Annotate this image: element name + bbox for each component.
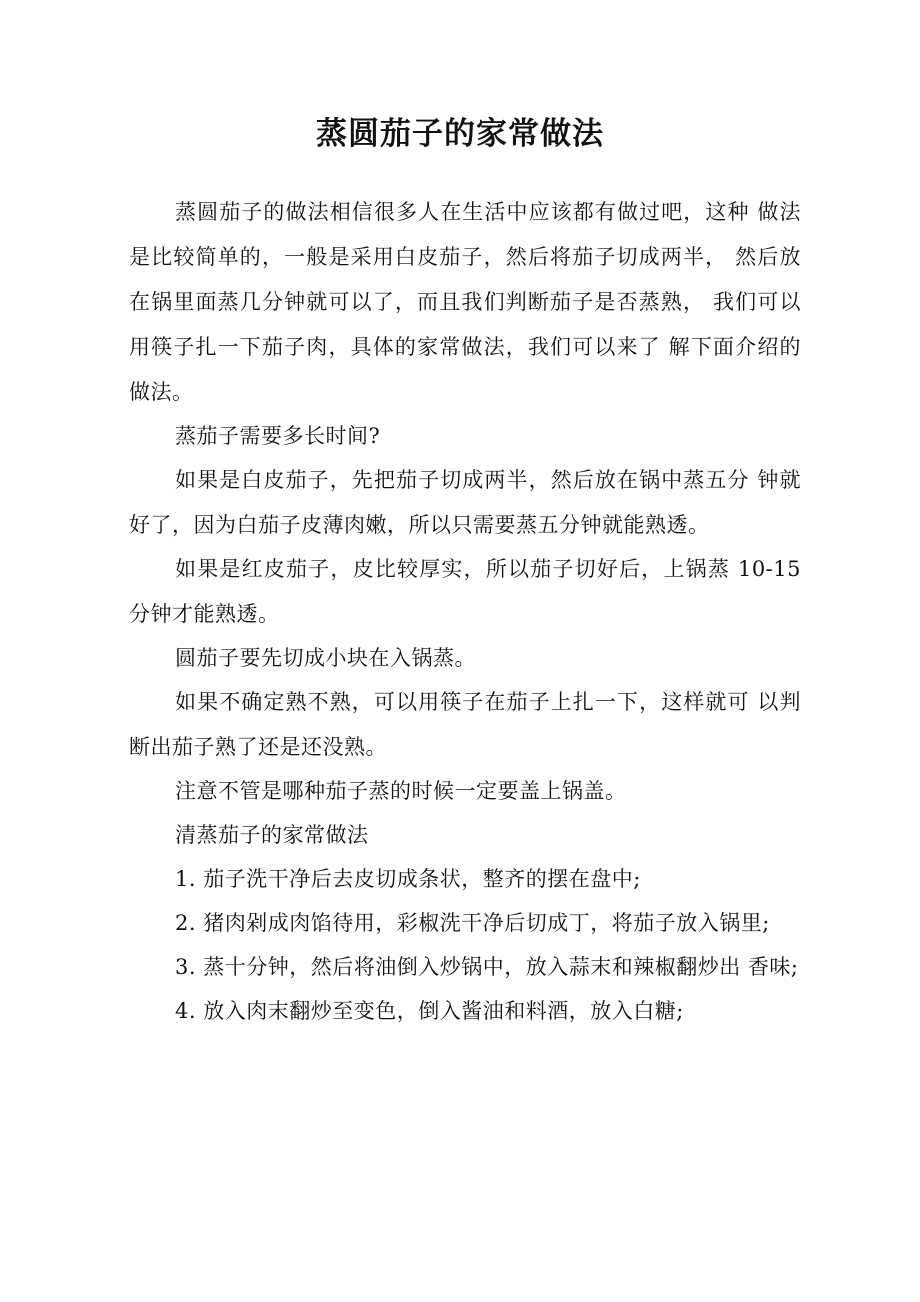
round-eggplant-paragraph: 圆茄子要先切成小块在入锅蒸。 <box>175 646 476 670</box>
recipe-step-1: 1. 茄子洗干净后去皮切成条状，整齐的摆在盘中; <box>175 867 641 891</box>
intro-paragraph: 蒸圆茄子的做法相信很多人在生活中应该都有做过吧，这种 做法是比较简单的，一般是采用白皮茄子，然后将茄子切成两半， 然后放在锅里面蒸几分钟就可以了，而且我们判断茄子是否蒸熟， 我们可以用筷子扎一下茄子肉，具体的家常做法，我们可以来了 解下面介绍的做法。 <box>129 200 801 404</box>
red-eggplant-paragraph: 如果是红皮茄子，皮比较厚实，所以茄子切好后，上锅蒸 10-15 分钟才能熟透。 <box>129 557 801 626</box>
question-heading: 蒸茄子需要多长时间? <box>175 424 381 448</box>
recipe-step-2: 2. 猪肉剁成肉馅待用，彩椒洗干净后切成丁，将茄子放入锅里; <box>175 911 770 935</box>
recipe-step-4: 4. 放入肉末翻炒至变色，倒入酱油和料酒，放入白糖; <box>175 999 684 1023</box>
document-title: 蒸圆茄子的家常做法 <box>316 116 604 152</box>
white-eggplant-paragraph: 如果是白皮茄子，先把茄子切成两半，然后放在锅中蒸五分 钟就好了，因为白茄子皮薄肉嫩，所以只需要蒸五分钟就能熟透。 <box>129 468 801 537</box>
recipe-heading: 清蒸茄子的家常做法 <box>175 823 369 847</box>
doneness-check-paragraph: 如果不确定熟不熟，可以用筷子在茄子上扎一下，这样就可 以判断出茄子熟了还是还没熟。 <box>129 690 801 759</box>
recipe-step-3: 3. 蒸十分钟，然后将油倒入炒锅中，放入蒜末和辣椒翻炒出 香味; <box>175 955 799 979</box>
document-body <box>129 190 801 1033</box>
lid-note-paragraph: 注意不管是哪种茄子蒸的时候一定要盖上锅盖。 <box>175 779 627 803</box>
